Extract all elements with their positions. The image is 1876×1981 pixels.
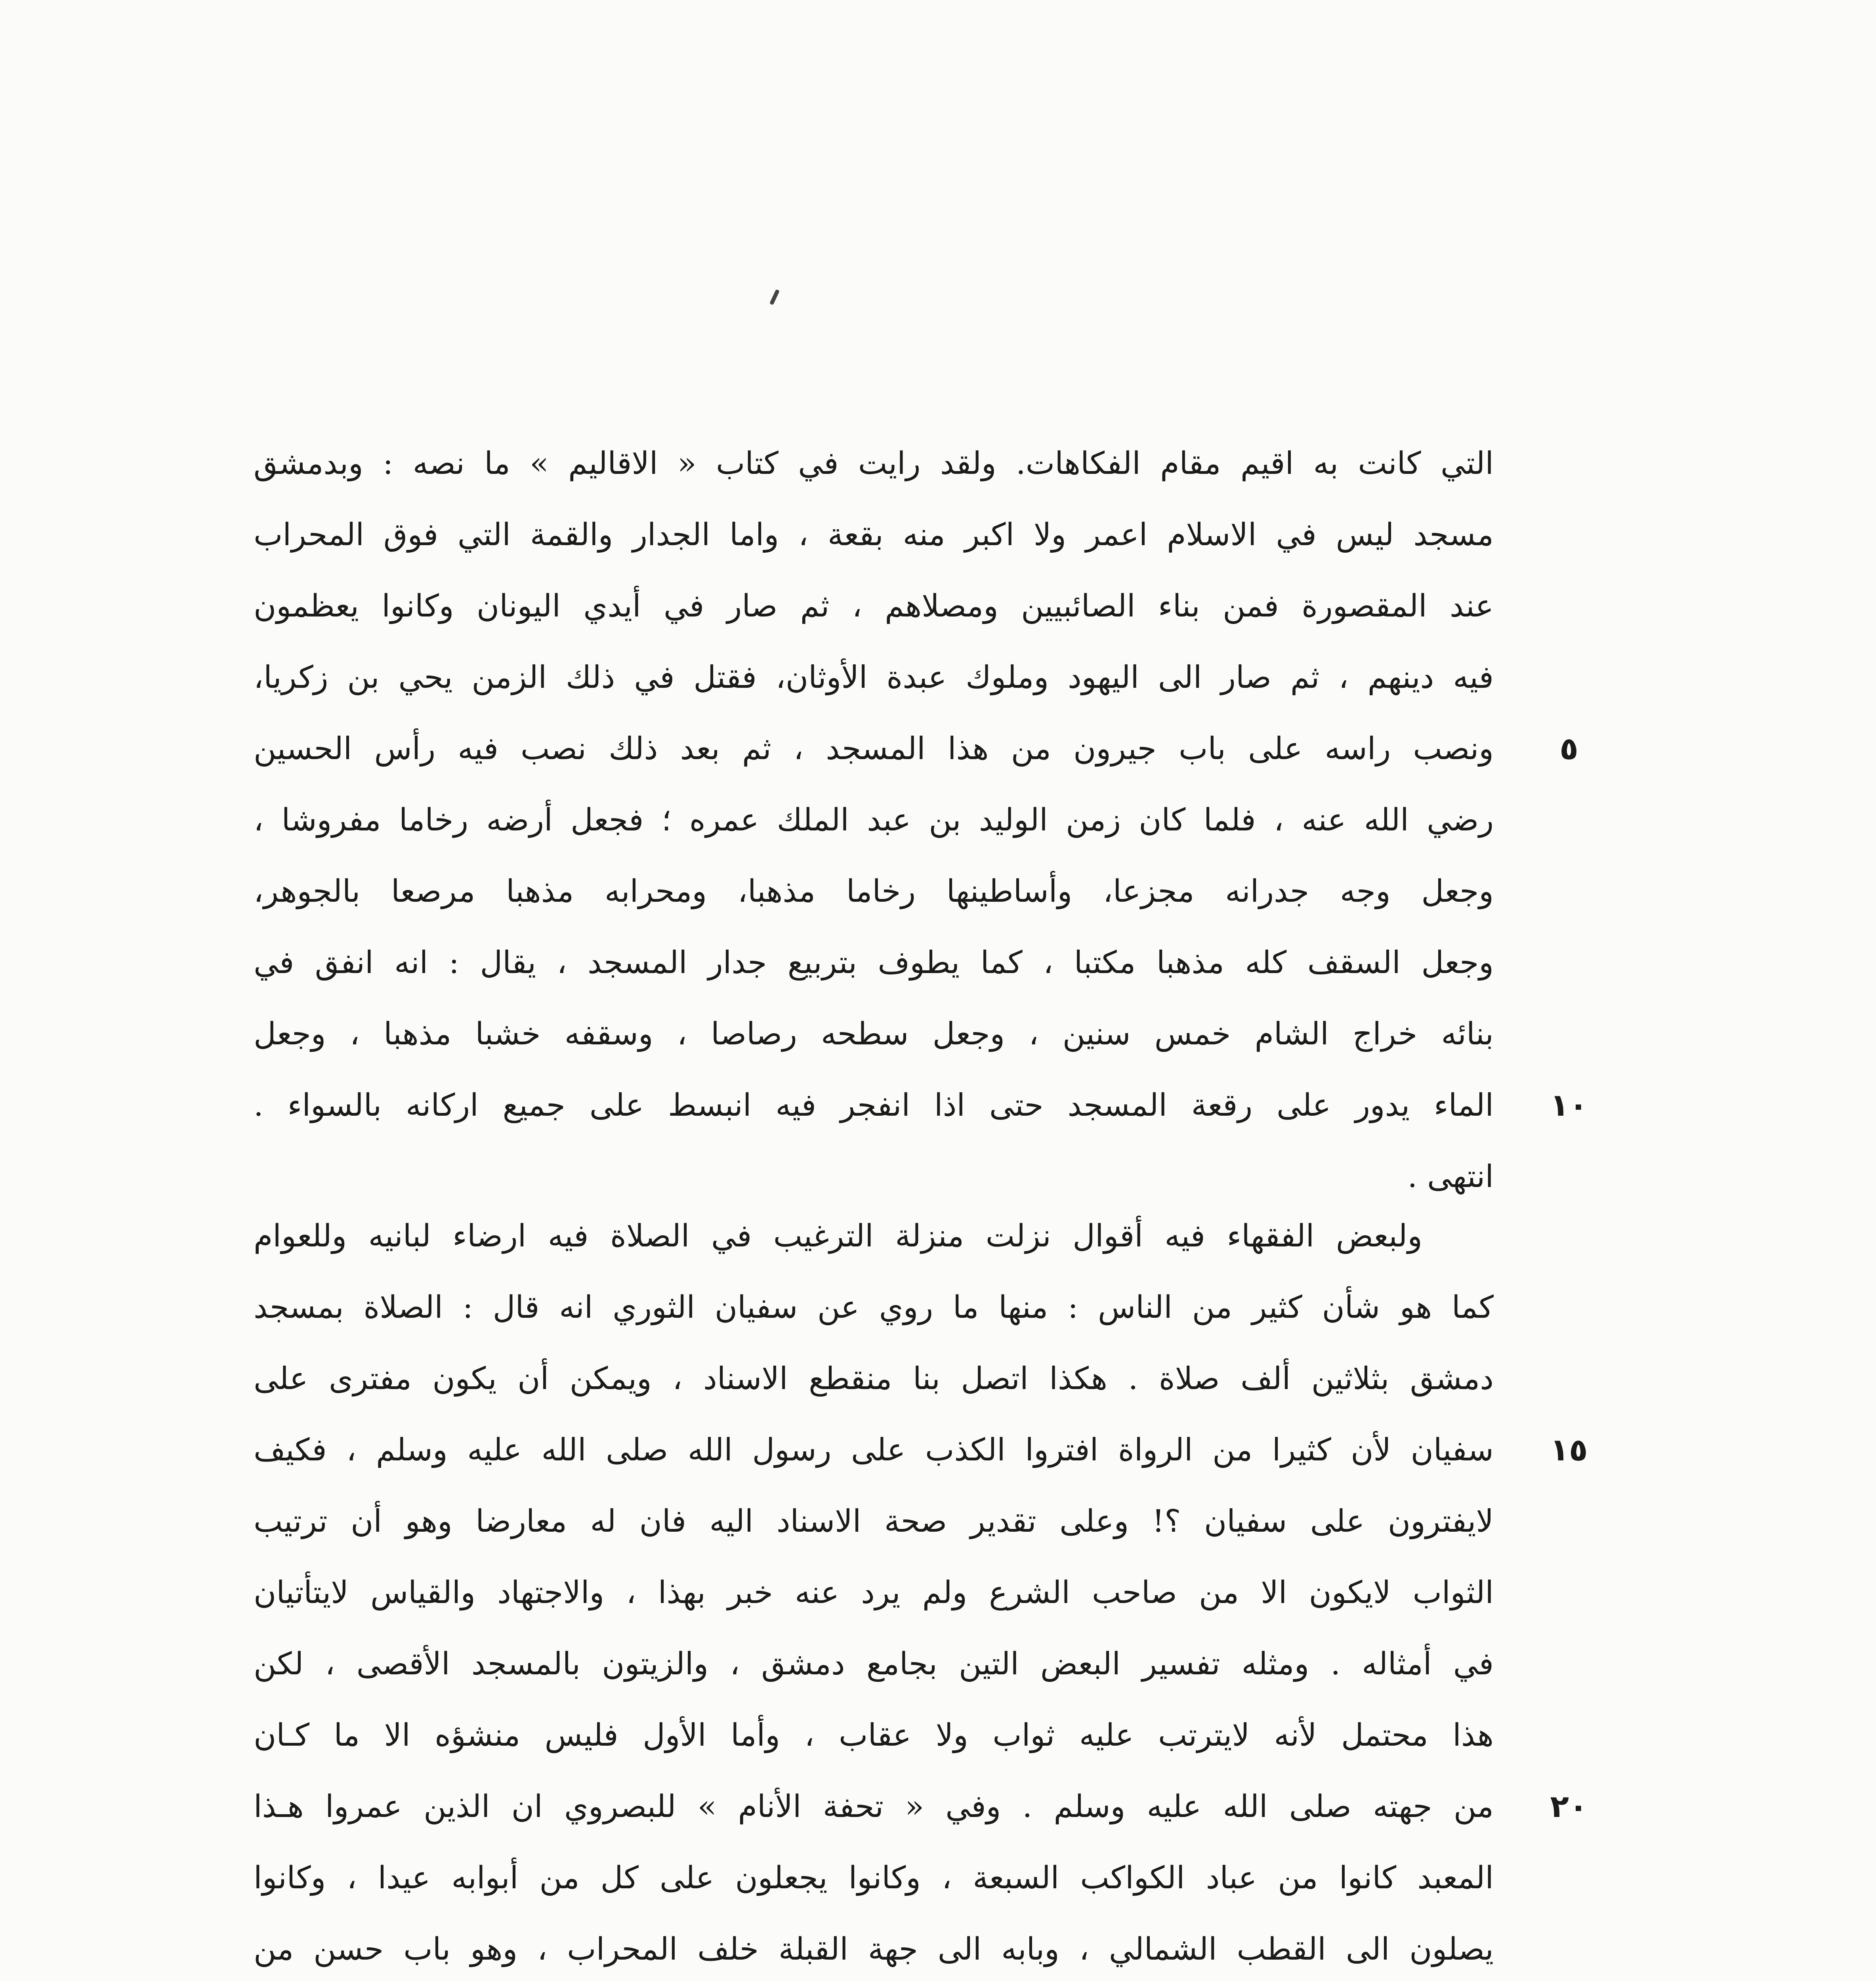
text-line: لايفترون على سفيان ؟! وعلى تقدير صحة الاسناد اليه فان له معارضا وهو أن ترتيب — [254, 1504, 1494, 1539]
text-line: ولبعض الفقهاء فيه أقوال نزلت منزلة الترغيب في الصلاة فيه ارضاء لبانيه وللعوام — [254, 1218, 1422, 1254]
text-line: الثواب لايكون الا من صاحب الشرع ولم يرد عنه خبر بهذا ، والاجتهاد والقياس لايتأتيان — [254, 1575, 1494, 1611]
stray-ink-mark — [769, 289, 780, 305]
text-line: وجعل وجه جدرانه مجزعا، وأساطينها رخاما مذهبا، ومحرابه مذهبا مرصعا بالجوهر، — [254, 874, 1494, 909]
text-line: انتهى . — [1407, 1159, 1494, 1195]
text-line: رضي الله عنه ، فلما كان زمن الوليد بن عبد الملك عمره ؛ فجعل أرضه رخاما مفروشا ، — [254, 802, 1494, 838]
text-line: وجعل السقف كله مذهبا مكتبا ، كما يطوف بتربيع جدار المسجد ، يقال : انه انفق في — [254, 945, 1494, 981]
line-number-20: ٢٠ — [1550, 1789, 1588, 1825]
line-number-15: ١٥ — [1550, 1432, 1588, 1468]
paragraph-1 — [254, 428, 1494, 1212]
text-line: الماء يدور على رقعة المسجد حتى اذا انفجر فيه انبسط على جميع اركانه بالسواء . — [254, 1088, 1494, 1123]
text-line: عند المقصورة فمن بناء الصائبيين ومصلاهم ، ثم صار في أيدي اليونان وكانوا يعظمون — [254, 588, 1494, 624]
text-line: من جهته صلى الله عليه وسلم . وفي « تحفة الأنام » للبصروي ان الذين عمروا هـذا — [254, 1789, 1494, 1825]
text-line: يصلون الى القطب الشمالي ، وبابه الى جهة القبلة خلف المحراب ، وهو باب حسن من — [254, 1931, 1494, 1967]
text-line: فيه دينهم ، ثم صار الى اليهود وملوك عبدة الأوثان، فقتل في ذلك الزمن يحي بن زكريا، — [254, 660, 1494, 695]
text-line: التي كانت به اقيم مقام الفكاهات. ولقد رايت في كتاب « الاقاليم » ما نصه : وبدمشق — [254, 446, 1494, 481]
text-line: هذا محتمل لأنه لايترتب عليه ثواب ولا عقاب ، وأما الأول فليس منشؤه الا ما كـان — [254, 1718, 1494, 1753]
text-line: كما هو شأن كثير من الناس : منها ما روي عن سفيان الثوري انه قال : الصلاة بمسجد — [254, 1290, 1494, 1325]
text-line: المعبد كانوا من عباد الكواكب السبعة ، وكانوا يجعلون على كل من أبوابه عيدا ، وكانوا — [254, 1860, 1494, 1896]
line-number-5: ٥ — [1559, 731, 1578, 767]
line-number-10: ١٠ — [1550, 1088, 1588, 1123]
text-line: سفيان لأن كثيرا من الرواة افتروا الكذب على رسول الله صلى الله عليه وسلم ، فكيف — [254, 1432, 1494, 1468]
text-line: ونصب راسه على باب جيرون من هذا المسجد ، ثم بعد ذلك نصب فيه رأس الحسين — [254, 731, 1494, 767]
text-line: في أمثاله . ومثله تفسير البعض التين بجامع دمشق ، والزيتون بالمسجد الأقصى ، لكن — [254, 1646, 1494, 1682]
text-line: مسجد ليس في الاسلام اعمر ولا اكبر منه بقعة ، واما الجدار والقمة التي فوق المحراب — [254, 517, 1494, 553]
paragraph-2 — [254, 1200, 1494, 1981]
text-line: بنائه خراج الشام خمس سنين ، وجعل سطحه رصاصا ، وسقفه خشبا مذهبا ، وجعل — [254, 1016, 1494, 1052]
text-line: دمشق بثلاثين ألف صلاة . هكذا اتصل بنا منقطع الاسناد ، ويمكن أن يكون مفترى على — [254, 1361, 1494, 1397]
